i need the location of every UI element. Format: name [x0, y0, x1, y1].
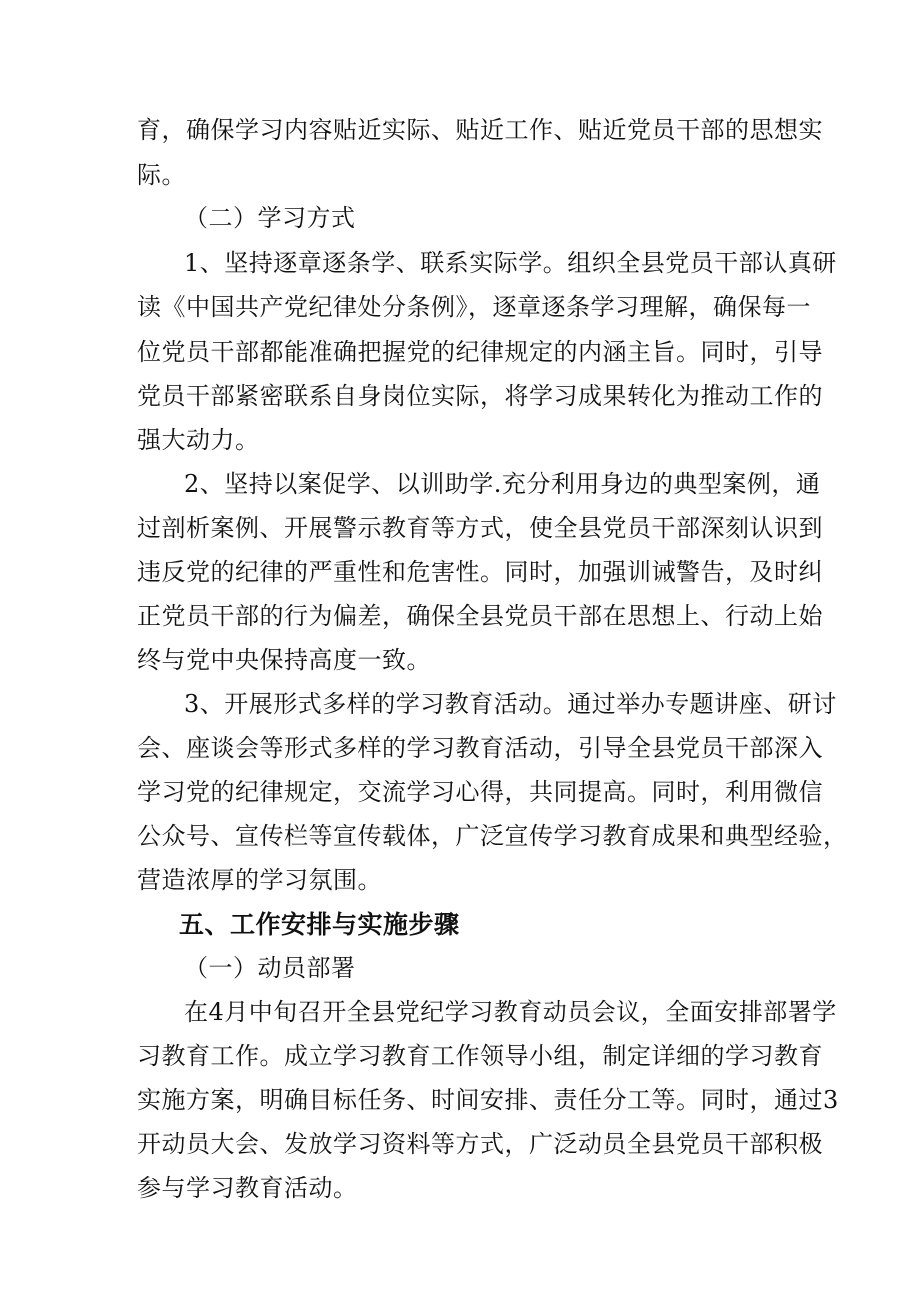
paragraph-line: 党员干部紧密联系自身岗位实际，将学习成果转化为推动工作的: [137, 382, 823, 410]
paragraph-line: 1、坚持逐章逐条学、联系实际学。组织全县党员干部认真研: [184, 249, 837, 277]
paragraph-line: 育，确保学习内容贴近实际、贴近工作、贴近党员干部的思想实: [137, 116, 823, 144]
paragraph-line: 位党员干部都能准确把握党的纪律规定的内涵主旨。同时，引导: [137, 338, 823, 366]
paragraph-line: 过剖析案例、开展警示教育等方式，使全县党员干部深刻认识到: [137, 514, 823, 542]
section-heading: 五、工作安排与实施步骤: [179, 910, 460, 939]
paragraph-line: 参与学习教育活动。: [137, 1174, 358, 1202]
paragraph-line: 违反党的纪律的严重性和危害性。同时，加强训诫警告，及时纠: [137, 558, 823, 586]
paragraph-line: 在4月中旬召开全县党纪学习教育动员会议，全面安排部署学: [184, 998, 837, 1026]
paragraph-line: 2、坚持以案促学、以训助学.充分利用身边的典型案例，通: [184, 470, 821, 498]
paragraph-line: 读《中国共产党纪律处分条例》，逐章逐条学习理解，确保每一: [137, 293, 811, 321]
paragraph-line: 正党员干部的行为偏差，确保全县党员干部在思想上、行动上始: [137, 602, 823, 630]
paragraph-line: 营造浓厚的学习氛围。: [137, 866, 382, 894]
paragraph-line: 学习党的纪律规定，交流学习心得，共同提高。同时，利用微信: [137, 778, 823, 806]
paragraph-line: 公众号、宣传栏等宣传载体，广泛宣传学习教育成果和典型经验，: [137, 822, 848, 850]
paragraph-line: 终与党中央保持高度一致。: [137, 646, 431, 674]
paragraph-line: 会、座谈会等形式多样的学习教育活动，引导全县党员干部深入: [137, 734, 823, 762]
section-subheading: （一）动员部署: [184, 954, 356, 982]
paragraph-line: 强大动力。: [137, 426, 260, 454]
paragraph-line: 开动员大会、发放学习资料等方式，广泛动员全县党员干部积极: [137, 1130, 823, 1158]
section-subheading: （二）学习方式: [184, 204, 356, 232]
paragraph-line: 习教育工作。成立学习教育工作领导小组，制定详细的学习教育: [137, 1042, 823, 1070]
paragraph-line: 3、开展形式多样的学习教育活动。通过举办专题讲座、研讨: [184, 690, 837, 718]
paragraph-line: 际。: [137, 161, 186, 189]
paragraph-line: 实施方案，明确目标任务、时间安排、责任分工等。同时，通过3: [137, 1086, 839, 1114]
